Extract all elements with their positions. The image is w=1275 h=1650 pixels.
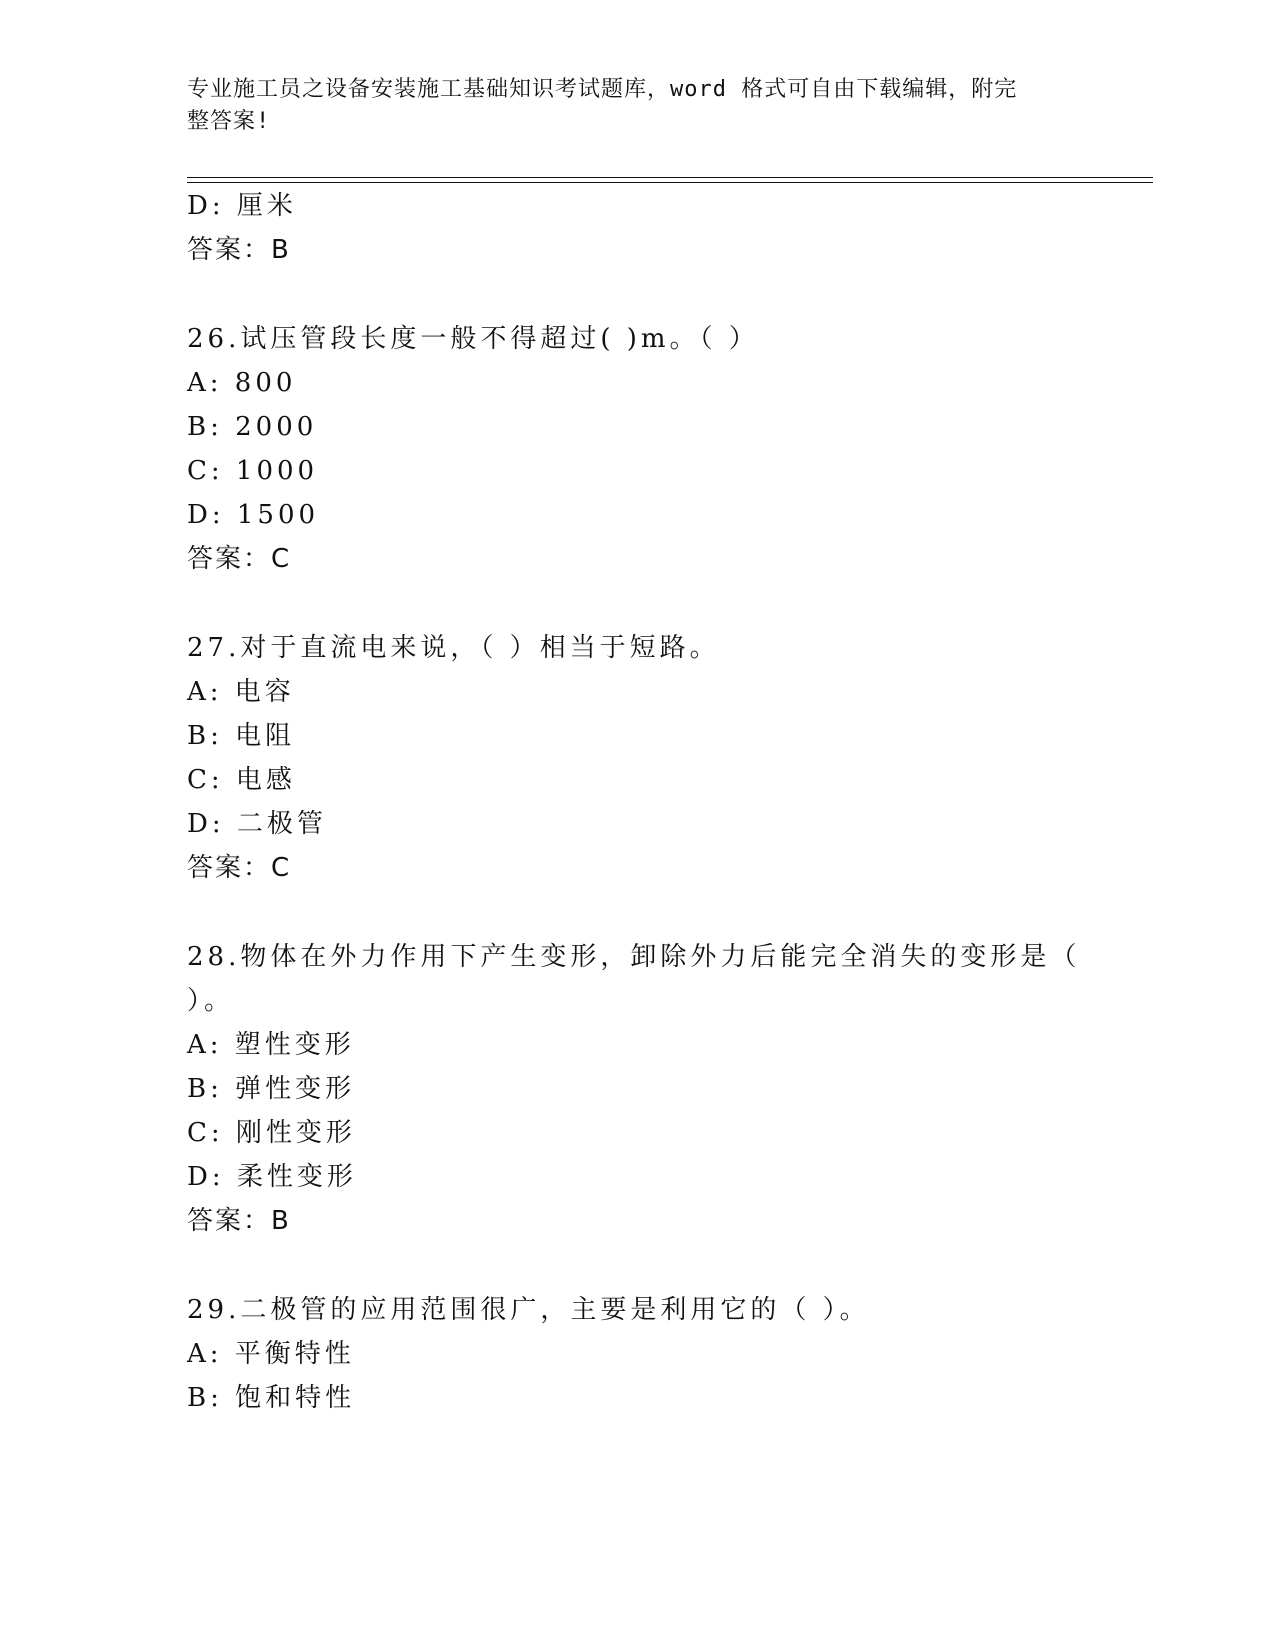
option-a-q28: A: 塑性变形 — [187, 1030, 355, 1060]
option-d-q25: D: 厘米 — [187, 191, 297, 221]
question-26: 26.试压管段长度一般不得超过( )m。（ ） — [187, 324, 759, 354]
option-c-q28: C: 刚性变形 — [187, 1118, 356, 1148]
question-28: 28.物体在外力作用下产生变形，卸除外力后能完全消失的变形是（ — [187, 942, 1081, 972]
answer-q26: 答案：C — [187, 544, 292, 574]
header-divider-bottom — [187, 182, 1153, 183]
option-b-q27: B: 电阻 — [187, 721, 296, 751]
option-c-q27: C: 电感 — [187, 765, 296, 795]
option-d-q27: D: 二极管 — [187, 809, 327, 839]
answer-q28: 答案：B — [187, 1206, 291, 1236]
option-d-q28: D: 柔性变形 — [187, 1162, 357, 1192]
option-a-q27: A: 电容 — [187, 677, 295, 707]
option-c-q26: C: 1000 — [187, 456, 319, 486]
option-a-q29: A: 平衡特性 — [187, 1339, 355, 1369]
option-b-q28: B: 弹性变形 — [187, 1074, 356, 1104]
question-28-continued: ）。 — [187, 986, 235, 1016]
option-b-q29: B: 饱和特性 — [187, 1383, 356, 1413]
answer-q27: 答案：C — [187, 853, 292, 883]
option-a-q26: A: 800 — [187, 368, 297, 398]
answer-q25: 答案：B — [187, 235, 291, 265]
option-d-q26: D: 1500 — [187, 500, 320, 530]
option-b-q26: B: 2000 — [187, 412, 318, 442]
question-29: 29.二极管的应用范围很广，主要是利用它的（ ）。 — [187, 1295, 870, 1325]
document-header — [187, 74, 1067, 138]
header-divider-top — [187, 177, 1153, 178]
question-27: 27.对于直流电来说，（ ）相当于短路。 — [187, 633, 720, 663]
header-title-line-2: 整答案! — [187, 109, 271, 134]
header-title-line-1: 专业施工员之设备安装施工基础知识考试题库，word 格式可自由下载编辑，附完 — [187, 77, 1018, 102]
